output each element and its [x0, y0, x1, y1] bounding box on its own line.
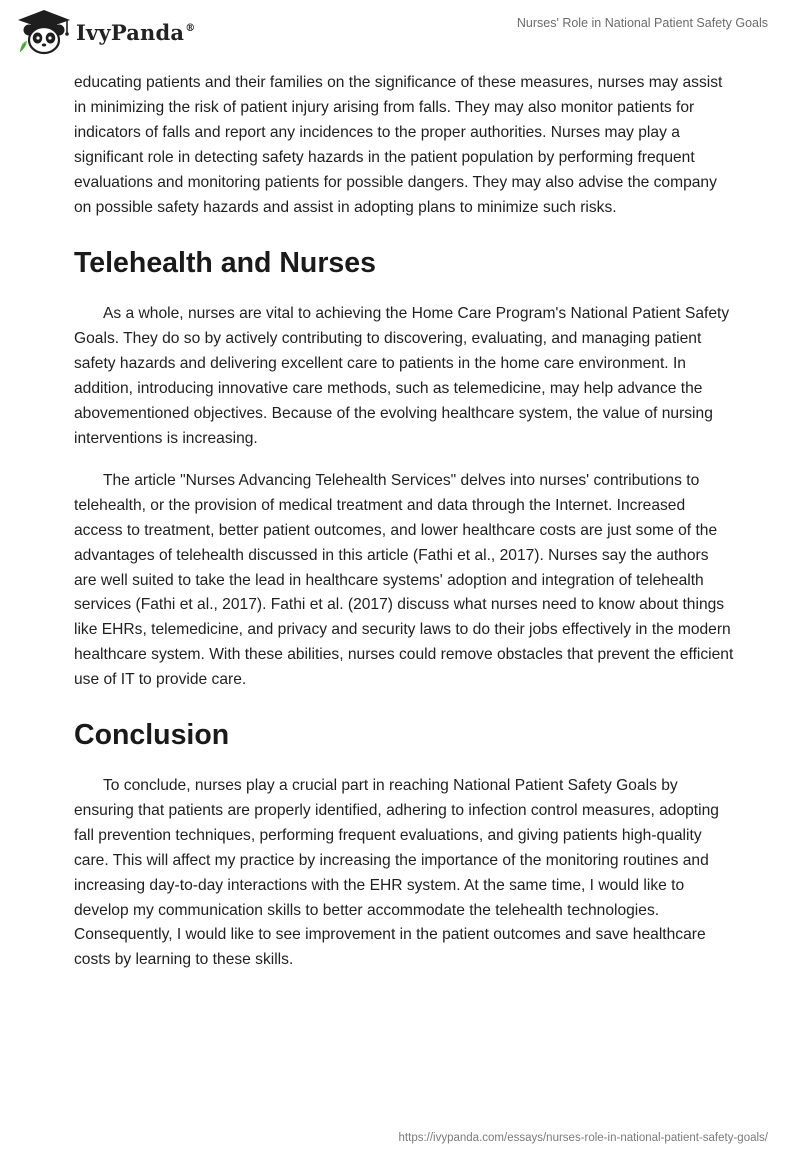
panda-graduate-logo-icon [14, 8, 74, 56]
section-heading-conclusion: Conclusion [74, 719, 230, 752]
brand-name: IvyPanda® [76, 19, 196, 45]
page-header [0, 0, 800, 70]
ivypanda-logo[interactable] [14, 8, 195, 56]
lead-paragraph: educating patients and their families on the significance of these measures, nurses may assist in minimizing the risk of patient injury arising from falls. They may also monitor patients for indicators of falls and report any incidences to the proper authorities. Nurses may play a significant role in detecting safety hazards in the patient population by performing frequent evaluations and monitoring patients for possible dangers. They may also advise the company on possible safety hazards and assist in adopting plans to minimize such risks. [74, 74, 723, 216]
footer-source-link[interactable]: https://ivypanda.com/essays/nurses-role-in-national-patient-safety-goals/ [398, 1132, 768, 1144]
essay-content [74, 70, 734, 973]
paragraph-telehealth-2: The article "Nurses Advancing Telehealth Services" delves into nurses' contributions to telehealth, or the provision of medical treatment and data through the Internet. Increased access to treatment, better patient outcomes, and lower healthcare costs are just some of the advantages of telehealth discussed in this article (Fathi et al., 2017). Nurses say the authors are well suited to take the lead in healthcare systems' adoption and integration of telehealth services (Fathi et al., 2017). Fathi et al. (2017) discuss what nurses need to know about things like EHRs, telemedicine, and privacy and security laws to do their jobs effectively in the modern healthcare system. With these abilities, nurses could remove obstacles that prevent the efficient use of IT to provide care. [74, 471, 734, 689]
paragraph-telehealth-1: As a whole, nurses are vital to achieving the Home Care Program's National Patient Safety Goals. They do so by actively contributing to discovering, evaluating, and managing patient safety hazards and delivering excellent care to patients in the home care environment. In addition, introducing innovative care methods, such as telemedicine, may help advance the abovementioned objectives. Because of the evolving healthcare system, the value of nursing interventions is increasing. [74, 305, 730, 447]
running-title: Nurses' Role in National Patient Safety Goals [516, 16, 768, 30]
paragraph-conclusion-1: To conclude, nurses play a crucial part in reaching National Patient Safety Goals by ensuring that patients are properly identified, adhering to infection control measures, adopting fall prevention techniques, performing frequent evaluations, and giving patients high-quality care. This will affect my practice by increasing the importance of the monitoring routines and increasing day-to-day interactions with the EHR system. At the same time, I would like to develop my communication skills to better accommodate the telehealth technologies. Consequently, I would like to see improvement in the patient outcomes and save healthcare costs by learning to these skills. [74, 777, 719, 969]
section-heading-telehealth: Telehealth and Nurses [74, 247, 376, 280]
